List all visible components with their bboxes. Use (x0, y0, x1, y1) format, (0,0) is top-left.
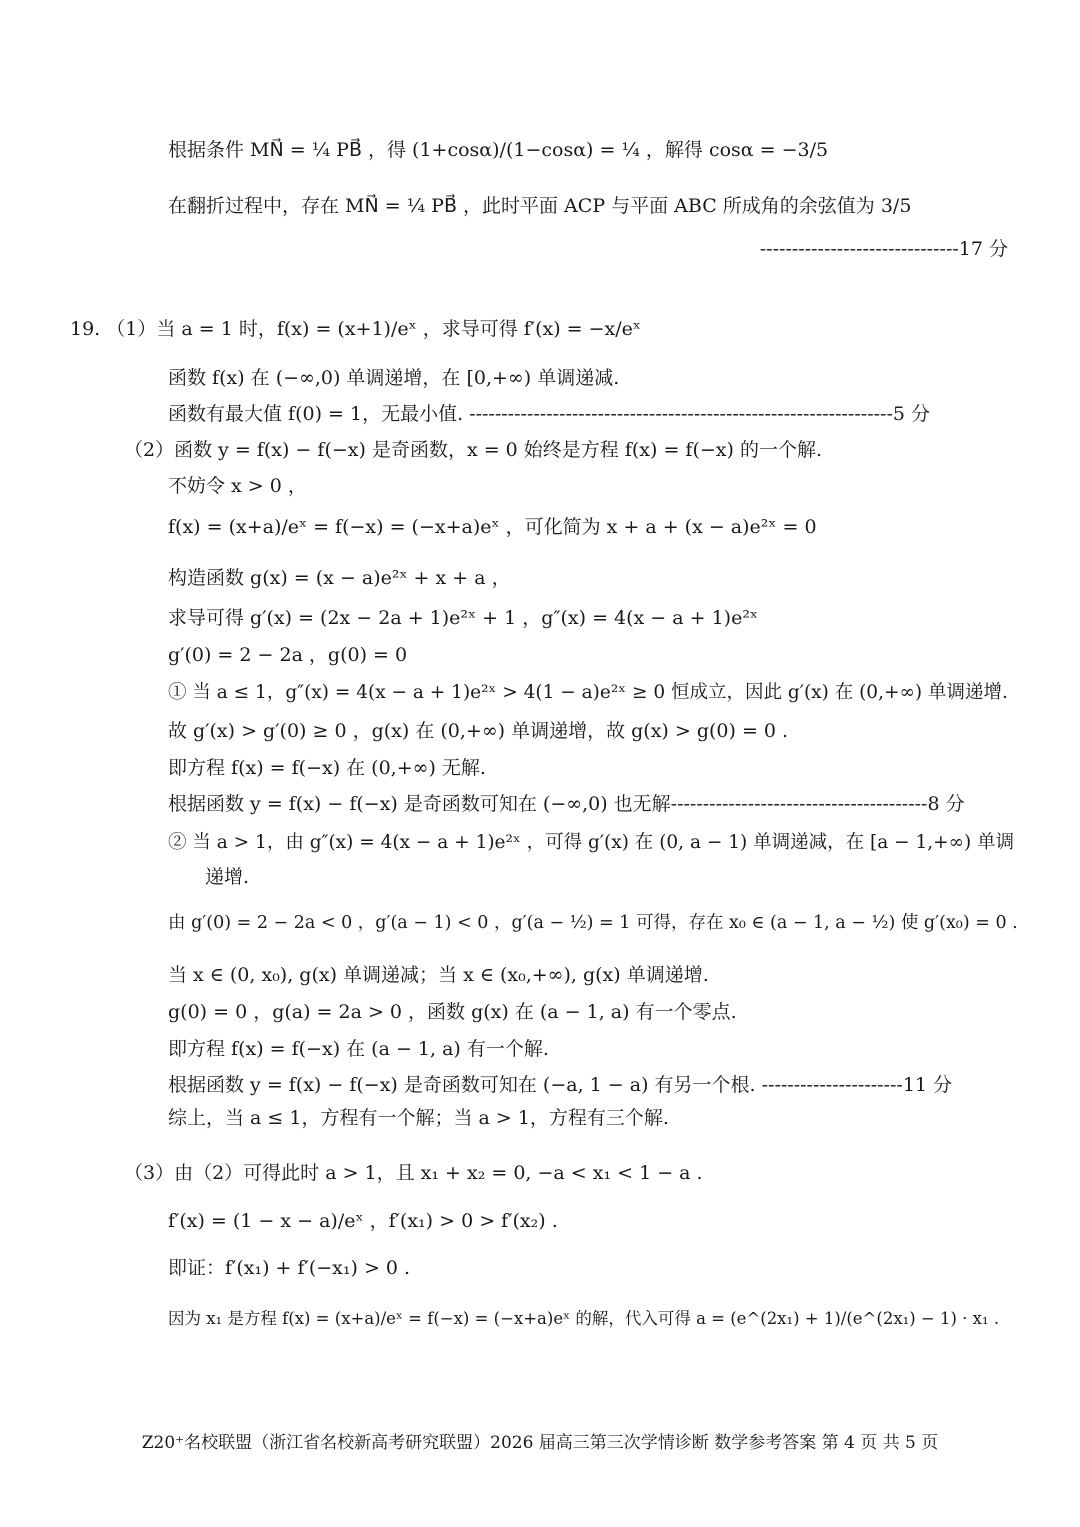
text-line: 当 x ∈ (0, x₀), g(x) 单调递减；当 x ∈ (x₀,+∞), g(x) 单调递增. (168, 964, 709, 986)
text-line: ① 当 a ≤ 1，g″(x) = 4(x − a + 1)e²ˣ > 4(1 − a)e²ˣ ≥ 0 恒成立，因此 g′(x) 在 (0,+∞) 单调递增. (168, 682, 1008, 703)
text-line: 求导可得 g′(x) = (2x − 2a + 1)e²ˣ + 1 ，g″(x) = 4(x − a + 1)e²ˣ (168, 607, 758, 629)
text-line: 即证：f′(x₁) + f′(−x₁) > 0 . (168, 1257, 411, 1279)
text-line: 根据条件 MN⃗ = ¼ PB⃗ ，得 (1+cosα)/(1−cosα) = ¼ ，解得 cosα = −3/5 (168, 139, 829, 161)
text-line: g(0) = 0 ，g(a) = 2a > 0 ，函数 g(x) 在 (a − 1, a) 有一个零点. (168, 1001, 737, 1023)
text-line: 函数 f(x) 在 (−∞,0) 单调递增，在 [0,+∞) 单调递减. (168, 367, 620, 389)
text-line: 综上，当 a ≤ 1，方程有一个解；当 a > 1，方程有三个解. (168, 1107, 669, 1129)
question-heading: 19. （1）当 a = 1 时，f(x) = (x+1)/eˣ ，求导可得 f′(x) = −x/eˣ (70, 318, 641, 340)
text-line: g′(0) = 2 − 2a ，g(0) = 0 (168, 644, 408, 666)
page-footer: Z20⁺名校联盟（浙江省名校新高考研究联盟）2026 届高三第三次学情诊断 数学参考答案 第 4 页 共 5 页 (141, 1433, 939, 1453)
text-line: 递增. (205, 866, 250, 888)
score-marker: -------------------------------17 分 (759, 238, 1008, 260)
text-line: f(x) = (x+a)/eˣ = f(−x) = (−x+a)eˣ ，可化简为 x + a + (x − a)e²ˣ = 0 (168, 516, 817, 538)
text-line: （2）函数 y = f(x) − f(−x) 是奇函数，x = 0 始终是方程 f(x) = f(−x) 的一个解. (124, 439, 822, 461)
text-line: ② 当 a > 1，由 g″(x) = 4(x − a + 1)e²ˣ ，可得 g′(x) 在 (0, a − 1) 单调递减，在 [a − 1,+∞) 单调 (168, 832, 1015, 853)
text-line: 即方程 f(x) = f(−x) 在 (0,+∞) 无解. (168, 757, 486, 779)
text-line: 根据函数 y = f(x) − f(−x) 是奇函数可知在 (−a, 1 − a) 有另一个根. ----------------------11 分 (168, 1074, 953, 1096)
text-line: 因为 x₁ 是方程 f(x) = (x+a)/eˣ = f(−x) = (−x+a)eˣ 的解，代入可得 a = (e^(2x₁) + 1)/(e^(2x₁) − 1) · x₁ . (168, 1309, 1000, 1328)
text-line: 故 g′(x) > g′(0) ≥ 0 ，g(x) 在 (0,+∞) 单调递增，故 g(x) > g(0) = 0 . (168, 720, 789, 742)
text-line: 根据函数 y = f(x) − f(−x) 是奇函数可知在 (−∞,0) 也无解----------------------------------------8 分 (168, 793, 965, 815)
text-line: 构造函数 g(x) = (x − a)e²ˣ + x + a ， (168, 567, 511, 589)
text-line: 不妨令 x > 0 ， (168, 475, 307, 497)
text-line: （3）由（2）可得此时 a > 1，且 x₁ + x₂ = 0, −a < x₁ < 1 − a . (124, 1162, 703, 1184)
text-line: 在翻折过程中，存在 MN⃗ = ¼ PB⃗ ，此时平面 ACP 与平面 ABC 所成角的余弦值为 3/5 (168, 195, 912, 217)
text-line: 由 g′(0) = 2 − 2a < 0 ，g′(a − 1) < 0 ，g′(a − ½) = 1 可得，存在 x₀ ∈ (a − 1, a − ½) 使 g′(x₀) = 0 . (168, 913, 1018, 933)
text-line: f′(x) = (1 − x − a)/eˣ ，f′(x₁) > 0 > f′(x₂) . (168, 1210, 558, 1232)
text-line: 即方程 f(x) = f(−x) 在 (a − 1, a) 有一个解. (168, 1038, 549, 1060)
text-line: 函数有最大值 f(0) = 1，无最小值. ------------------------------------------------------------------5 分 (168, 403, 930, 425)
